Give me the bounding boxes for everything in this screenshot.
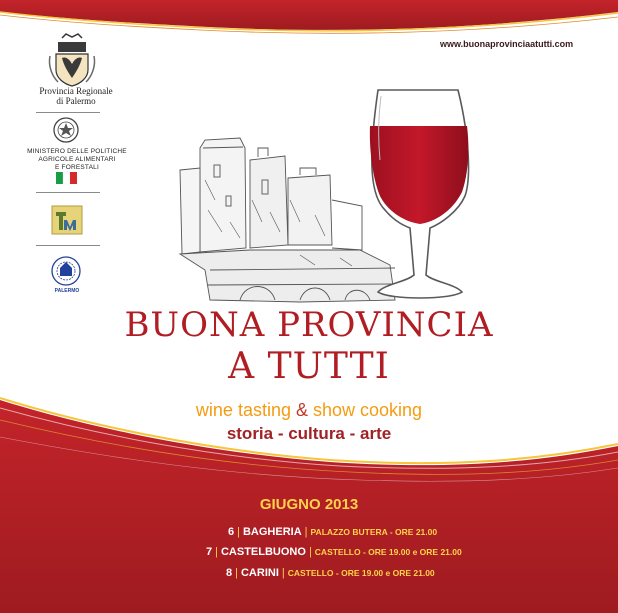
castle-illustration [180,138,395,302]
event-town: CASTELBUONO [220,546,306,558]
event-town: BAGHERIA [242,526,302,538]
website-url: www.buonaprovinciaatutti.com [440,39,574,49]
event-day: 7 [206,546,213,558]
event-details: PALAZZO BUTERA - ORE 21.00 [310,527,438,537]
provincia-emblem [49,34,94,86]
subtitle-ampersand: & [290,400,313,420]
event-day: 8 [226,567,233,579]
subtitle-line-1 [0,400,618,421]
top-red-band [0,0,618,30]
subtitle-show-cooking: show cooking [313,400,423,420]
subtitle-wine-tasting: wine tasting [195,400,291,420]
federalberghi-label: PALERMO [54,288,80,294]
event-town: CARINI [240,567,279,579]
tm-logo [52,206,82,234]
sidebar-divider [36,245,100,246]
title-line-1: BUONA PROVINCIA [124,305,494,345]
italian-flag [56,172,77,184]
ministero-emblem [54,118,78,142]
provincia-label: Provincia Regionale di Palermo [39,86,113,106]
event-row: 6 | BAGHERIA | PALAZZO BUTERA - ORE 21.00 [228,526,438,538]
ministero-label: MINISTERO DELLE POLITICHE AGRICOLE ALIMENTARI E FORESTALI [27,148,127,171]
schedule-month: GIUGNO 2013 [259,496,359,513]
federalberghi-emblem [52,257,80,285]
subtitle-line-2: storia - cultura - arte [226,424,392,443]
sidebar-divider [36,192,100,193]
event-row: 8 | CARINI | CASTELLO - ORE 19.00 e ORE 21.00 [226,567,435,579]
event-details: CASTELLO - ORE 19.00 e ORE 21.00 [287,568,435,578]
event-day: 6 [228,526,235,538]
event-details: CASTELLO - ORE 19.00 e ORE 21.00 [314,547,462,557]
title-line-2: A TUTTI [228,346,390,387]
sidebar-divider [36,112,100,113]
event-row: 7 | CASTELBUONO | CASTELLO - ORE 19.00 e ORE 21.00 [206,546,462,558]
